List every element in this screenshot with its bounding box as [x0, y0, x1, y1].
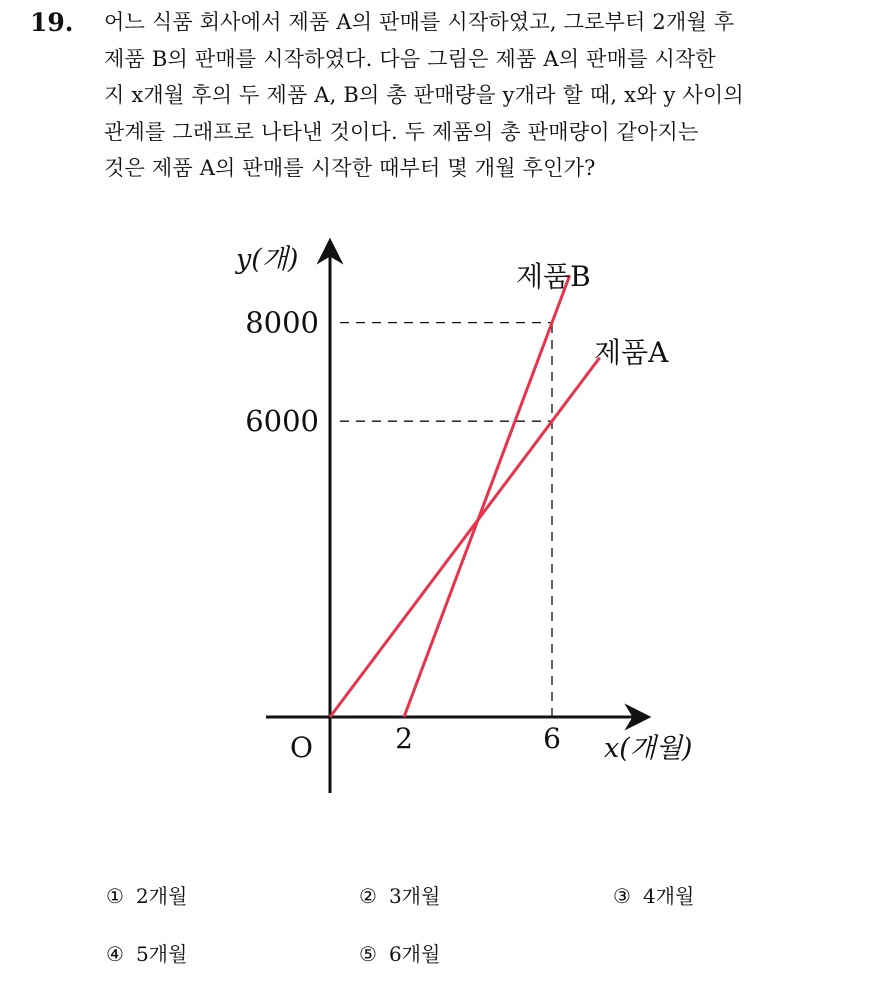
choice-text: 5개월 — [135, 942, 188, 966]
choice-number: ③ — [613, 884, 631, 908]
choice-number: ① — [106, 884, 124, 908]
y-tick-label-6000: 6000 — [245, 404, 319, 439]
choice-number: ④ — [106, 942, 124, 966]
question-number: 19. — [30, 8, 74, 37]
x-axis-label: x(개월) — [604, 733, 693, 764]
series-label-product-b: 제품B — [516, 260, 591, 293]
choice-number: ② — [359, 884, 377, 908]
question-line: 어느 식품 회사에서 제품 A의 판매를 시작하였고, 그로부터 2개월 후 — [104, 10, 735, 34]
series-line-product-a — [330, 358, 600, 717]
question-line: 지 x개월 후의 두 제품 A, B의 총 판매량을 y개라 할 때, x와 y 사이의 — [104, 83, 744, 107]
choice-text: 4개월 — [642, 884, 695, 908]
y-tick-label-8000: 8000 — [245, 305, 319, 340]
x-tick-label-6: 6 — [543, 722, 561, 755]
choice-5[interactable] — [359, 938, 440, 967]
y-axis-label: y(개) — [236, 244, 299, 275]
choice-1[interactable] — [106, 880, 187, 909]
choice-text: 3개월 — [388, 884, 441, 908]
origin-label: O — [290, 731, 313, 764]
choice-row — [106, 880, 846, 938]
choice-number: ⑤ — [359, 942, 377, 966]
series-line-product-b — [404, 275, 570, 717]
choice-2[interactable] — [359, 880, 440, 909]
series-label-product-a: 제품A — [594, 336, 669, 369]
choice-row — [106, 938, 846, 996]
question-line: 관계를 그래프로 나타낸 것이다. 두 제품의 총 판매량이 같아지는 — [104, 119, 699, 144]
question-line: 제품 B의 판매를 시작하였다. 다음 그림은 제품 A의 판매를 시작한 — [104, 46, 716, 71]
choice-4[interactable] — [106, 938, 187, 967]
choice-text: 2개월 — [135, 884, 188, 908]
x-tick-label-2: 2 — [395, 722, 413, 755]
choice-3[interactable] — [613, 880, 694, 909]
answer-choices — [106, 880, 846, 996]
choice-text: 6개월 — [388, 942, 441, 966]
question-line: 것은 제품 A의 판매를 시작한 때부터 몇 개월 후인가? — [104, 156, 596, 180]
